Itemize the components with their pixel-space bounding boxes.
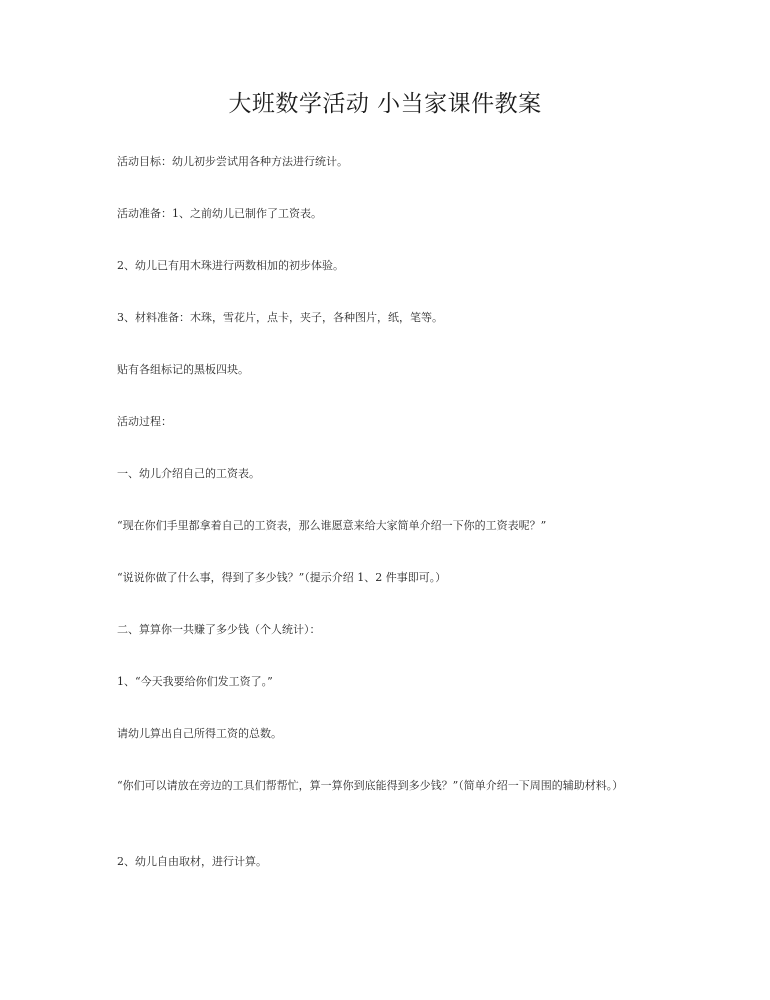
paragraph-step-two-2: 2、幼儿自由取材，进行计算。 [117,855,267,868]
paragraph-preparation-2: 2、幼儿已有用木珠进行两数相加的初步体验。 [117,259,344,272]
paragraph-process-heading: 活动过程： [117,415,172,428]
paragraph-step-two: 二、算算你一共赚了多少钱（个人统计）： [117,623,321,636]
paragraph-quote-salary-sheet: “现在你们手里都拿着自己的工资表，那么谁愿意来给大家简单介绍一下你的工资表呢？” [117,519,547,532]
paragraph-quote-tools: “你们可以请放在旁边的工具们帮帮忙，算一算你到底能得到多少钱？”（简单介绍一下周围的辅助材料。） [117,779,624,792]
paragraph-step-two-1: 1、“今天我要给你们发工资了。” [117,675,273,688]
paragraph-calculate-total: 请幼儿算出自己所得工资的总数。 [117,727,282,740]
paragraph-preparation-1: 活动准备：1、之前幼儿已制作了工资表。 [117,207,322,220]
paragraph-blackboards: 贴有各组标记的黑板四块。 [117,363,249,376]
paragraph-activity-goal: 活动目标：幼儿初步尝试用各种方法进行统计。 [117,155,348,168]
paragraph-quote-what-did-you-do: “说说你做了什么事，得到了多少钱？”（提示介绍 1、2 件事即可。） [117,571,447,584]
paragraph-preparation-3: 3、材料准备：木珠，雪花片，点卡，夹子，各种图片，纸，笔等。 [117,311,443,324]
document-title: 大班数学活动 小当家课件教案 [228,91,542,117]
paragraph-step-one: 一、幼儿介绍自己的工资表。 [117,467,260,480]
